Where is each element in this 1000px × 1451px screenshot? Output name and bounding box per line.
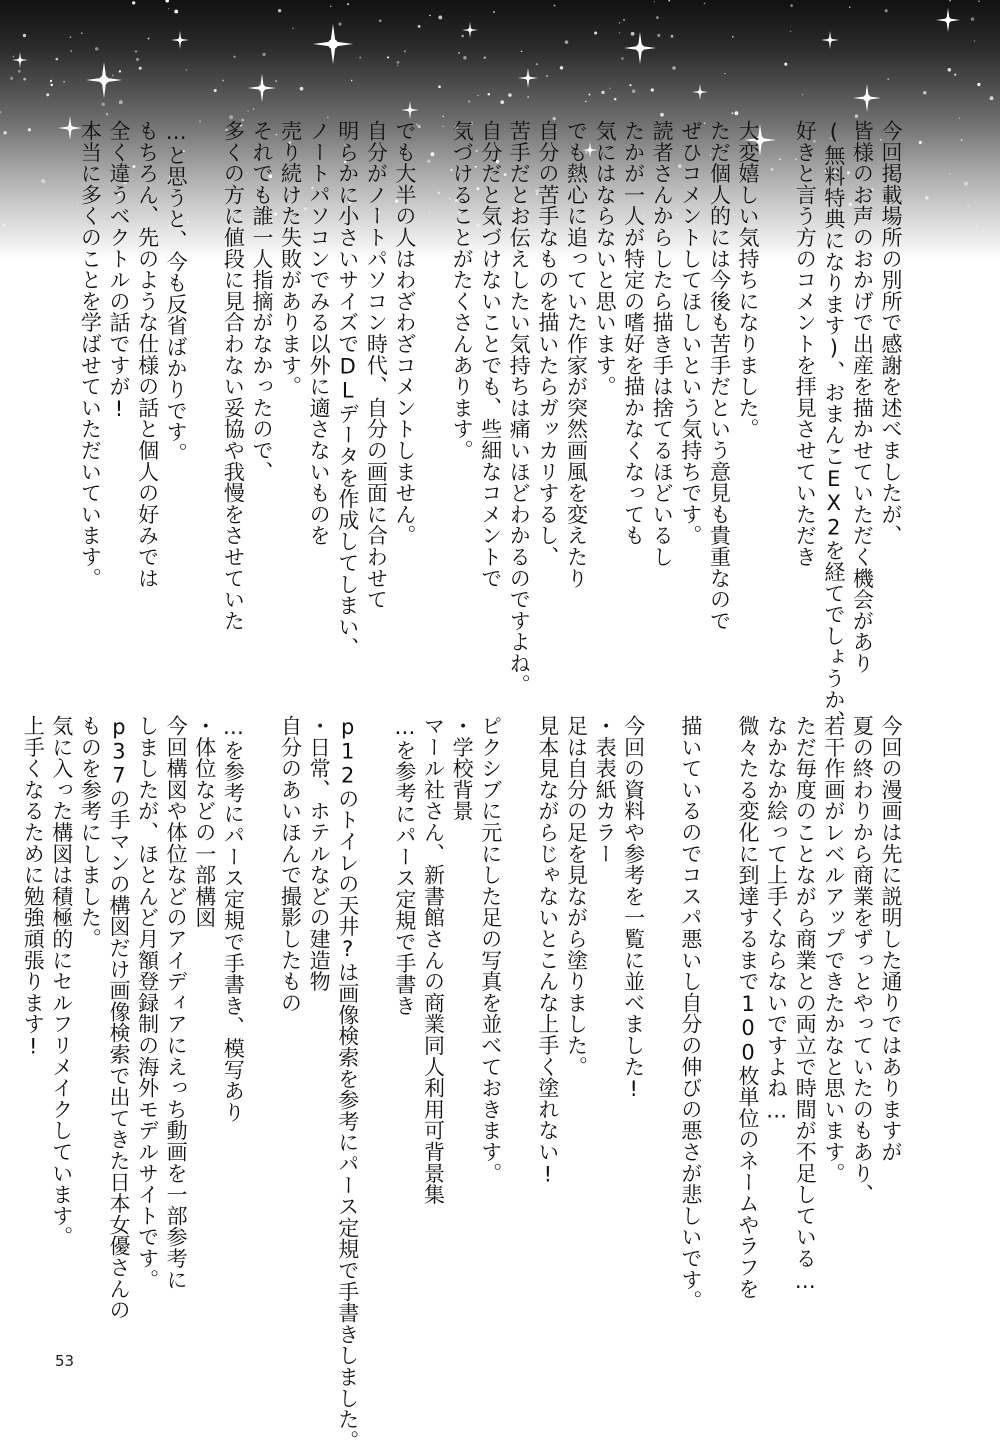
star-dot [609, 88, 610, 89]
star-dot [458, 52, 460, 54]
bottom-paragraph-6: ・体位などの一部構図 [192, 715, 217, 928]
bottom-paragraph-3: 見本見ながらじゃないとこんな上手く塗れない! [535, 715, 560, 1187]
star-dot [23, 78, 26, 81]
star-dot [119, 100, 123, 104]
top-paragraph-2: 気づけることがたくさんあります。 [450, 120, 475, 461]
bottom-paragraph-3: ピクシブに元にした足の写真を並べておきます。 [478, 715, 503, 1184]
star-dot [0, 111, 1, 113]
star-dot [2, 224, 5, 227]
star-dot [731, 112, 733, 114]
top-paragraph-2: でも熱心に追っていた作家が突然画風を変えたり [564, 120, 589, 589]
star-dot [488, 93, 491, 96]
page-number: 53 [55, 1352, 75, 1370]
bottom-paragraph-1: なかなか絵って上手くならないですよね… [764, 715, 789, 1123]
star-dot [106, 113, 108, 115]
star-dot [404, 50, 406, 52]
top-paragraph-2: 自分だと気づけないことでも、些細なコメントで [478, 120, 503, 589]
star-dot [233, 56, 235, 58]
sparkle-icon [936, 8, 960, 32]
star-dot [668, 0, 670, 2]
sparkle-icon [86, 62, 122, 98]
star-dot [429, 15, 430, 16]
star-dot [855, 114, 858, 117]
star-dot [70, 36, 71, 37]
star-dot [168, 8, 169, 9]
star-dot [623, 19, 625, 21]
star-dot [971, 17, 975, 21]
star-dot [521, 51, 522, 52]
bottom-paragraph-5: ・日常、ホテルなどの建造物 [307, 715, 332, 992]
bottom-paragraph-1: 微々たる変化に到達するまで100枚単位のネームやラフを [736, 715, 761, 1300]
star-dot [565, 40, 569, 44]
star-dot [493, 11, 495, 13]
star-dot [468, 100, 470, 102]
star-dot [397, 65, 398, 66]
bottom-paragraph-1: ただ毎度のことながら商業との両立で時間が不足している… [793, 715, 818, 1294]
star-dot [629, 84, 631, 86]
star-dot [63, 81, 65, 83]
bottom-paragraph-6: 今回構図や体位などのアイディアにえっち動画を一部参考に [164, 715, 189, 1291]
top-text-block [78, 120, 905, 732]
star-dot [136, 58, 139, 61]
star-dot [976, 225, 978, 227]
star-dot [18, 70, 21, 73]
star-dot [885, 9, 888, 12]
star-dot [379, 19, 382, 22]
star-dot [949, 173, 950, 174]
star-dot [588, 94, 590, 96]
bottom-paragraph-6: しましたが、ほとんど月額登録制の海外モデルサイトです。 [135, 715, 160, 1291]
star-dot [442, 116, 443, 117]
star-dot [3, 131, 6, 134]
top-paragraph-3: 明らかに小さいサイズでDLデータを作成してしまい、 [335, 120, 360, 659]
star-dot [594, 31, 597, 34]
star-dot [974, 40, 976, 42]
star-dot [484, 56, 486, 58]
star-dot [397, 61, 400, 64]
top-paragraph-1: 皆様のお声のおかげで出産を描かせていただく機会があり [850, 120, 875, 674]
star-dot [887, 78, 889, 80]
star-dot [621, 57, 623, 59]
star-dot [463, 56, 466, 59]
bottom-paragraph-5: 自分のあいほんで撮影したもの [278, 715, 303, 1014]
star-dot [724, 73, 725, 74]
star-dot [278, 9, 281, 12]
star-dot [508, 93, 511, 96]
sparkle-icon [313, 24, 353, 64]
star-dot [247, 110, 248, 111]
star-dot [619, 32, 620, 33]
sparkle-icon [171, 31, 189, 49]
star-dot [13, 56, 15, 58]
star-dot [619, 22, 620, 23]
star-dot [102, 103, 105, 106]
star-dot [292, 28, 294, 30]
star-dot [50, 80, 52, 82]
star-dot [585, 101, 586, 102]
star-dot [186, 69, 187, 70]
star-dot [359, 57, 361, 59]
sparkle-icon [853, 84, 881, 112]
top-paragraph-3: それでも誰一人指摘がなかったので、 [249, 120, 274, 483]
bottom-paragraph-4: …を参考にパース定規で手書き [392, 715, 417, 1017]
top-paragraph-2: 気にはならないと思います。 [593, 120, 618, 397]
star-dot [253, 108, 254, 109]
bottom-paragraph-4: マール社さん、新書館さんの商業同人利用可背景集 [421, 715, 446, 1205]
star-dot [387, 56, 389, 58]
star-dot [849, 7, 850, 8]
star-dot [614, 98, 616, 100]
bottom-paragraph-2: 今回の資料や参考を一覧に並べました! [621, 715, 646, 1102]
star-dot [829, 40, 831, 42]
star-dot [222, 80, 224, 82]
star-dot [165, 0, 169, 2]
bottom-paragraph-6: 上手くなるために勉強頑張ります! [21, 715, 46, 1059]
bottom-paragraph-6: 気に入った構図は積極的にセルフリメイクしています。 [49, 715, 74, 1248]
top-paragraph-1: 今回掲載場所の別所で感謝を述べましたが、 [879, 120, 903, 546]
star-dot [947, 68, 951, 72]
top-paragraph-2: 読者さんからしたら描き手は捨てるほどいるし [650, 120, 675, 568]
star-dot [790, 4, 793, 7]
top-paragraph-2: でも大半の人はわざわざコメントしません。 [392, 120, 417, 546]
star-dot [546, 75, 548, 77]
sparkle-icon [624, 32, 656, 64]
star-dot [500, 100, 504, 104]
star-dot [95, 47, 98, 50]
star-dot [135, 50, 137, 52]
star-dot [23, 34, 26, 37]
star-dot [347, 3, 349, 5]
top-paragraph-1: 好きと言う方のコメントを拝見させていただき [793, 120, 818, 568]
star-dot [977, 83, 980, 86]
top-paragraph-3: 多くの方に値段に見合わない妥協や我慢をさせていた [221, 120, 246, 632]
star-dot [418, 25, 421, 28]
star-dot [330, 6, 331, 7]
star-dot [148, 38, 150, 40]
star-dot [632, 89, 636, 93]
star-dot [959, 118, 960, 119]
top-paragraph-1: 大変嬉しい気持ちになりました。 [736, 120, 761, 440]
bottom-paragraph-3: 足は自分の足を見ながら塗りました。 [564, 715, 589, 1078]
star-dot [631, 32, 635, 36]
star-dot [351, 80, 352, 81]
top-paragraph-2: たかが一人が特定の嗜好を描かなくなっても [621, 120, 646, 546]
star-dot [954, 73, 956, 75]
star-dot [802, 94, 803, 95]
star-dot [990, 96, 994, 100]
star-dot [338, 23, 341, 26]
star-dot [732, 36, 734, 38]
top-paragraph-3: 売り続けた失敗があります。 [278, 120, 303, 397]
star-dot [919, 141, 922, 144]
star-dot [964, 182, 968, 186]
star-dot [601, 91, 604, 94]
star-dot [651, 88, 654, 91]
star-dot [923, 91, 927, 95]
star-dot [275, 80, 277, 82]
bottom-paragraph-1: 夏の終わりから商業をずっとやっていたのもあり、 [850, 715, 875, 1205]
star-dot [660, 113, 664, 117]
top-paragraph-3: ノートパソコンでみる以外に適さないものを [307, 120, 332, 546]
star-dot [300, 87, 304, 91]
top-paragraph-3: 自分がノートパソコン時代、自分の画面に合わせて [364, 120, 389, 610]
star-dot [214, 89, 217, 92]
star-dot [560, 66, 563, 69]
star-dot [527, 96, 529, 98]
top-paragraph-4: もちろん、先のような仕様の話と個人の好みでは [135, 120, 160, 589]
star-dot [704, 3, 706, 5]
sparkle-icon [692, 84, 708, 100]
star-dot [46, 93, 49, 96]
star-dot [961, 139, 963, 141]
bottom-paragraph-6: p37の手マンの構図だけ画像検索で出てきた日本女優さんの [106, 715, 131, 1321]
star-dot [112, 75, 113, 76]
star-dot [967, 205, 969, 207]
star-dot [734, 111, 738, 115]
star-dot [262, 53, 265, 56]
sparkle-icon [401, 101, 419, 119]
star-dot [553, 4, 555, 6]
star-dot [866, 94, 868, 96]
star-dot [949, 0, 951, 1]
sparkle-icon [462, 22, 478, 38]
top-paragraph-4: 本当に多くのことを学ばせていただいています。 [78, 120, 103, 589]
sparkle-icon [248, 74, 276, 102]
bottom-paragraph-4: p12のトイレの天井?は画像検索を参考にパース定規で手書きしました。 [335, 715, 360, 1451]
star-dot [10, 77, 13, 80]
star-dot [132, 1, 135, 4]
star-dot [536, 63, 538, 65]
bottom-paragraph-3: ・表表紙カラー [593, 715, 618, 865]
star-dot [672, 66, 675, 69]
bottom-paragraph-1: 今回の漫画は先に説明した通りではありますが [879, 715, 903, 1163]
star-dot [657, 34, 660, 37]
top-paragraph-4: 全く違うベクトルの話ですが! [106, 120, 131, 422]
star-dot [174, 10, 178, 14]
star-dot [50, 84, 53, 87]
bottom-paragraph-1: 若干作画がレベルアップできたかなと思います。 [821, 715, 846, 1184]
star-dot [327, 117, 328, 118]
sparkle-icon [12, 52, 28, 68]
sparkle-icon [518, 68, 538, 88]
star-dot [790, 31, 792, 33]
star-dot [654, 1, 655, 2]
bottom-paragraph-1: 描いているのでコスパ悪いし自分の伸びの悪さが悲しいです。 [678, 715, 703, 1312]
top-paragraph-2: ただ個人的には今後も苦手だという意見も貴重なので [707, 120, 732, 632]
star-dot [656, 16, 659, 19]
star-dot [41, 179, 45, 183]
star-dot [784, 63, 787, 66]
star-dot [56, 58, 59, 61]
star-dot [925, 196, 928, 199]
star-dot [229, 115, 233, 119]
star-dot [70, 50, 72, 52]
bottom-paragraph-6: ものを参考にしました。 [78, 715, 103, 950]
top-paragraph-2: 苦手だとお伝えしたい気持ちは痛いほどわかるのですよね。 [507, 120, 532, 696]
star-dot [438, 15, 442, 19]
bottom-paragraph-4: ・学校背景 [450, 715, 475, 822]
star-dot [978, 0, 979, 1]
top-paragraph-2: 自分の苦手なものを描いたらガッカリするし、 [535, 120, 560, 568]
top-paragraph-3: …と思うと、今も反省ばかりです。 [164, 120, 189, 464]
star-dot [139, 67, 142, 70]
bottom-paragraph-5: …を参考にパース定規で手書き、模写あり [221, 715, 246, 1123]
star-dot [119, 70, 121, 72]
star-dot [461, 35, 464, 38]
top-paragraph-1: (無料特典になります)、おまんこEX2を経てでしょうか、 [821, 120, 846, 732]
star-dot [81, 32, 83, 34]
star-dot [671, 35, 674, 38]
star-dot [438, 85, 441, 88]
top-paragraph-2: ぜひコメントしてほしいという気持ちです。 [678, 120, 703, 546]
star-dot [477, 95, 478, 96]
star-dot [28, 128, 31, 131]
